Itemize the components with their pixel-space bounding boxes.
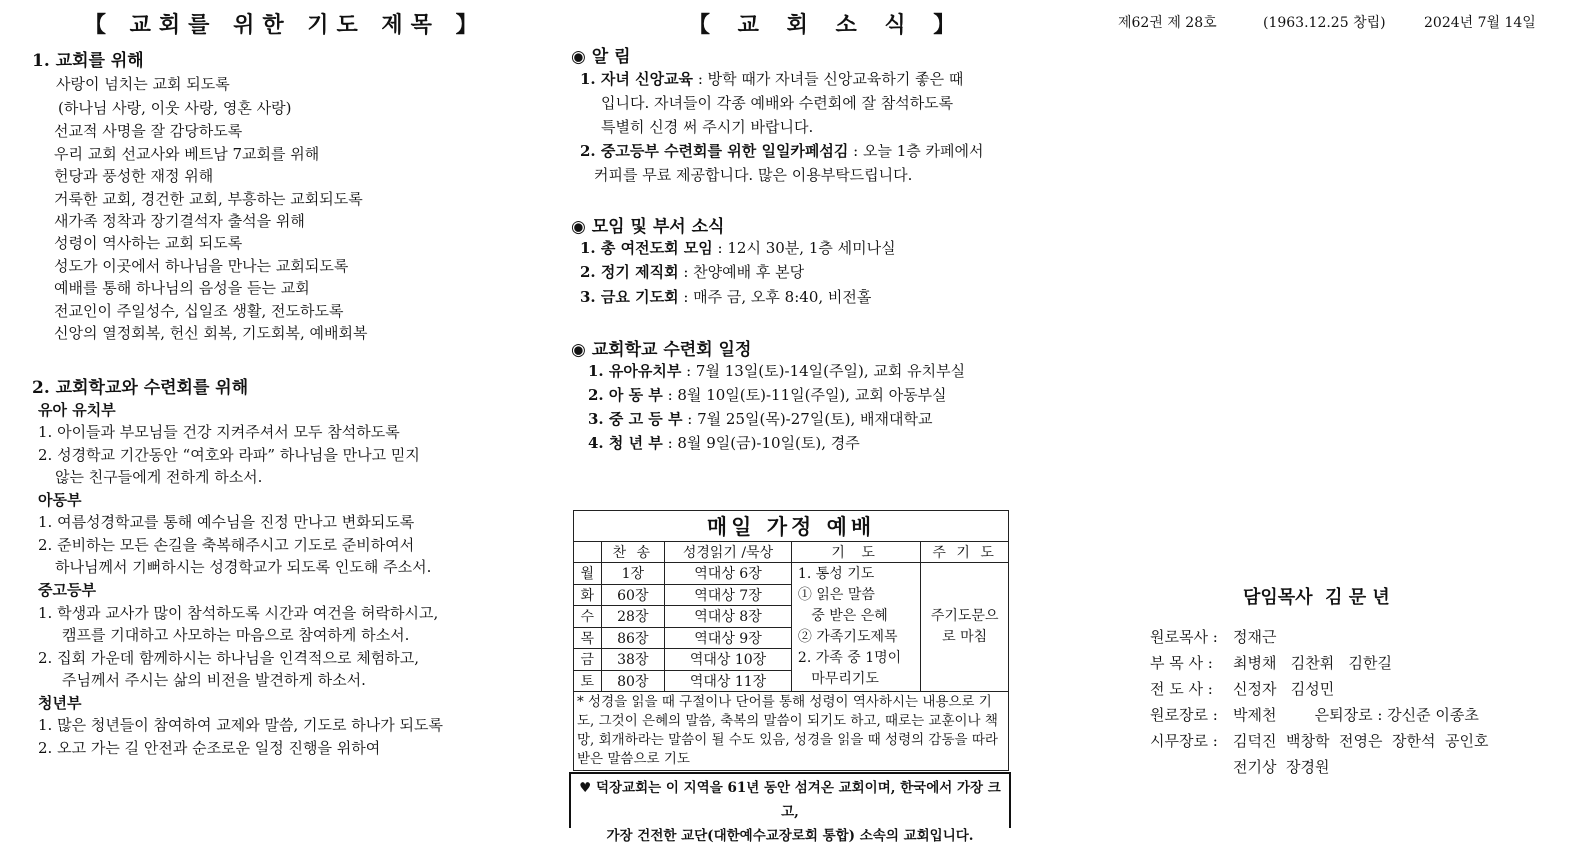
issue-number: 제62권 제 28호: [1118, 15, 1217, 31]
bulletin-date: 2024년 7월 14일: [1424, 15, 1536, 31]
hymn-cell: 80장: [601, 670, 665, 692]
staff-row: [1150, 678, 1334, 699]
list-item: 전교인이 주일성수, 십일조 생활, 전도하도록: [54, 302, 344, 320]
meeting-text: : 매주 금, 오후 8:40, 비전홀: [678, 288, 872, 306]
prayer-line: 중 받은 은혜: [797, 608, 888, 624]
column-header-reading: 성경읽기 /묵상: [665, 542, 792, 563]
retreat-label: 3. 중 고 등 부: [588, 410, 683, 428]
list-item: 2. 오고 가는 길 안전과 순조로운 일정 진행을 위하여: [38, 739, 381, 757]
notice-item-text: : 오늘 1층 카페에서: [848, 142, 984, 160]
meeting-text: : 12시 30분, 1층 세미나실: [712, 239, 896, 257]
reading-cell: 역대상 7장: [665, 584, 792, 606]
lords-prayer-cell: 주기도문으로 마침: [921, 563, 1009, 692]
list-item: 선교적 사명을 잘 감당하도록: [54, 122, 243, 140]
founded-date: (1963.12.25 창립): [1263, 15, 1386, 31]
retreat-text: : 8월 9일(금)-10일(토), 경주: [662, 434, 860, 452]
hymn-cell: 60장: [601, 584, 665, 606]
church-intro-box: [569, 772, 1011, 844]
column-header-hymn: 찬 송: [601, 542, 665, 563]
retreat-text: : 8월 10일(토)-11일(주일), 교회 아동부실: [662, 386, 947, 404]
notice-item-text: 입니다. 자녀들이 각종 예배와 수련회에 잘 참석하도록: [601, 94, 954, 112]
hymn-cell: 1장: [601, 563, 665, 585]
list-item: (하나님 사랑, 이웃 사랑, 영혼 사랑): [58, 99, 292, 117]
staff-label: 시무장로 :: [1150, 732, 1218, 750]
group-name: 청년부: [38, 694, 82, 712]
table-row: [574, 563, 1009, 585]
meeting-text: : 찬양예배 후 본당: [678, 263, 805, 281]
day-cell: 금: [574, 649, 602, 671]
staff-names: 정재근: [1233, 628, 1277, 646]
senior-pastor: 담임목사 김 문 년: [1243, 587, 1390, 608]
list-item: 성도가 이곳에서 하나님을 만나는 교회되도록: [54, 257, 349, 275]
church-intro-line: 가장 건전한 교단(대한예수교장로회 통합) 소속의 교회입니다.: [606, 828, 974, 844]
notice-item-text: 특별히 신경 써 주시기 바랍니다.: [601, 118, 814, 136]
staff-label: 전 도 사 :: [1150, 680, 1213, 698]
notice-item-text: 커피를 무료 제공합니다. 많은 이용부탁드립니다.: [594, 166, 913, 184]
day-cell: 월: [574, 563, 602, 585]
notice-item-text: : 방학 때가 자녀들 신앙교육하기 좋은 때: [693, 70, 964, 88]
staff-names: 신정자 김성민: [1233, 680, 1335, 698]
day-cell: 토: [574, 670, 602, 692]
hymn-cell: 86장: [601, 627, 665, 649]
prayer-guide-cell: [791, 563, 920, 692]
section-church-title: 1. 교회를 위해: [32, 51, 144, 71]
retreat-list: [588, 359, 1018, 459]
retreat-label: 4. 청 년 부: [588, 434, 663, 452]
list-item: 1. 학생과 교사가 많이 참석하도록 시간과 여건을 허락하시고,: [38, 604, 439, 622]
notice-item-label: 1. 자녀 신앙교육: [580, 70, 694, 88]
list-item: 2. 집회 가운데 함께하시는 하나님을 인격적으로 체험하고,: [38, 649, 419, 667]
column-header-lords-prayer: 주 기 도: [921, 542, 1009, 563]
staff-names: 박제천 은퇴장로 : 강신준 이종초: [1233, 706, 1479, 724]
retreat-text: : 7월 13일(토)-14일(주일), 교회 유치부실: [681, 362, 966, 380]
meetings-title: ◉ 모임 및 부서 소식: [571, 217, 725, 237]
hymn-cell: 38장: [601, 649, 665, 671]
school-prayer-list: [38, 398, 498, 758]
prayer-line: 1. 통성 기도: [797, 566, 875, 582]
notice-title: ◉ 알 림: [571, 47, 631, 67]
daily-worship-table: [573, 510, 1009, 771]
list-item: 않는 친구들에게 전하게 하소서.: [55, 468, 263, 486]
list-item: 새가족 정착과 장기결석자 출석을 위해: [54, 212, 305, 230]
reading-cell: 역대상 11장: [665, 670, 792, 692]
staff-names: 김덕진 백창학 전영은 장한석 공인호: [1233, 732, 1489, 750]
list-item: 1. 아이들과 부모님들 건강 지켜주셔서 모두 참석하도록: [38, 423, 400, 441]
staff-row: [1150, 704, 1479, 725]
staff-label: 원로장로 :: [1150, 706, 1218, 724]
church-intro-line: ♥ 덕장교회는 이 지역을 61년 동안 섬겨온 교회이며, 한국에서 가장 크고,: [579, 780, 1001, 820]
staff-label: 원로목사 :: [1150, 628, 1218, 646]
meetings-list: [580, 236, 1010, 311]
list-item: 1. 여름성경학교를 통해 예수님을 진정 만나고 변화되도록: [38, 513, 415, 531]
staff-label: 부 목 사 :: [1150, 654, 1213, 672]
list-item: 1. 많은 청년들이 참여하여 교제와 말씀, 기도로 하나가 되도록: [38, 716, 443, 734]
section-school-title: 2. 교회학교와 수련회를 위해: [32, 378, 249, 398]
list-item: 하나님께서 기뻐하시는 성경학교가 되도록 인도해 주소서.: [55, 558, 432, 576]
prayer-line: ② 가족기도제목: [797, 629, 898, 645]
prayer-line: 2. 가족 중 1명이: [797, 650, 902, 666]
hymn-cell: 28장: [601, 606, 665, 628]
retreat-title: ◉ 교회학교 수련회 일정: [571, 340, 752, 360]
day-cell: 목: [574, 627, 602, 649]
meeting-label: 3. 금요 기도회: [580, 288, 679, 306]
church-news-header: 【 교 회 소 식 】: [688, 12, 966, 38]
prayer-topics-header: 【 교회를 위한 기도 제목 】: [84, 12, 486, 38]
reading-cell: 역대상 8장: [665, 606, 792, 628]
notice-list: [580, 67, 1010, 187]
reading-cell: 역대상 6장: [665, 563, 792, 585]
list-item: 신앙의 열정회복, 헌신 회복, 기도회복, 예배회복: [54, 324, 368, 342]
staff-names: 최병채 김찬휘 김한길: [1233, 654, 1393, 672]
worship-table-title: 매일 가정 예배: [574, 511, 1009, 542]
meeting-label: 2. 정기 제직회: [580, 263, 679, 281]
staff-names: 전기상 장경원: [1233, 758, 1330, 776]
group-name: 아동부: [38, 491, 82, 509]
retreat-label: 2. 아 동 부: [588, 386, 663, 404]
column-header-prayer: 기 도: [791, 542, 920, 563]
meeting-label: 1. 총 여전도회 모임: [580, 239, 713, 257]
prayer-line: ① 읽은 말씀: [797, 587, 875, 603]
list-item: 주님께서 주시는 삶의 비전을 발견하게 하소서.: [62, 671, 366, 689]
list-item: 거룩한 교회, 경건한 교회, 부흥하는 교회되도록: [54, 190, 363, 208]
prayer-line: 마무리기도: [797, 671, 879, 687]
notice-item-label: 2. 중고등부 수련회를 위한 일일카페섬김: [580, 142, 849, 160]
list-item: 성령이 역사하는 교회 되도록: [54, 234, 243, 252]
list-item: 우리 교회 선교사와 베트남 7교회를 위해: [54, 145, 320, 163]
staff-row: [1150, 756, 1329, 777]
reading-cell: 역대상 10장: [665, 649, 792, 671]
worship-note: * 성경을 읽을 때 구절이나 단어를 통해 성령이 역사하시는 내용으로 기도, 그것이 은혜의 말씀, 축복의 말씀이 되기도 하고, 때로는 교훈이나 책망, 회개하라는 말씀이 될 수도 있음, 성경을 읽을 때 성령의 감동을 따라 받은 말씀으로 기도: [574, 692, 1009, 771]
list-item: 헌당과 풍성한 재정 위해: [54, 167, 214, 185]
retreat-text: : 7월 25일(목)-27일(토), 배재대학교: [682, 410, 933, 428]
staff-row: [1150, 626, 1276, 647]
retreat-label: 1. 유아유치부: [588, 362, 682, 380]
list-item: 2. 준비하는 모든 손길을 축복해주시고 기도로 준비하여서: [38, 536, 415, 554]
group-name: 유아 유치부: [38, 401, 116, 419]
staff-row: [1150, 730, 1489, 751]
staff-row: [1150, 652, 1392, 673]
list-item: 2. 성경학교 기간동안 “여호와 라파” 하나님을 만나고 믿지: [38, 446, 420, 464]
day-cell: 화: [574, 584, 602, 606]
list-item: 캠프를 기대하고 사모하는 마음으로 참여하게 하소서.: [62, 626, 410, 644]
group-name: 중고등부: [38, 581, 96, 599]
reading-cell: 역대상 9장: [665, 627, 792, 649]
list-item: 예배를 통해 하나님의 음성을 듣는 교회: [54, 279, 310, 297]
list-item: 사랑이 넘치는 교회 되도록: [56, 75, 230, 93]
day-cell: 수: [574, 606, 602, 628]
